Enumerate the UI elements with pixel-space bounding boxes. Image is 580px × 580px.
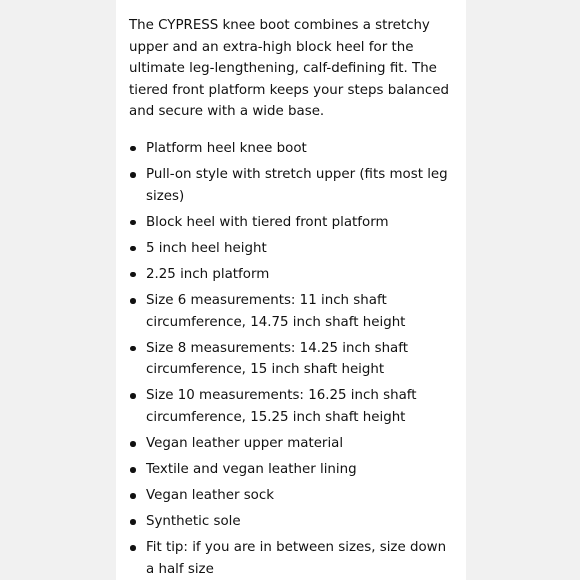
feature-item — [129, 459, 454, 481]
feature-item — [129, 385, 454, 428]
feature-text: Fit tip: if you are in between sizes, size down a half size — [146, 540, 447, 578]
feature-item — [129, 433, 454, 455]
feature-text: Vegan leather sock — [146, 488, 274, 504]
feature-item — [129, 264, 454, 286]
feature-item — [129, 238, 454, 260]
feature-text: Textile and vegan leather lining — [146, 462, 357, 478]
feature-item — [129, 537, 454, 580]
bullet-icon — [130, 441, 136, 447]
feature-text: Size 10 measurements: 16.25 inch shaft circumference, 15.25 inch shaft height — [146, 388, 417, 425]
feature-item — [129, 338, 454, 381]
description-intro: The CYPRESS knee boot combines a stretchy upper and an extra-high block heel for the ultimate leg-lengthening, calf-defining fit. The tiered front platform keeps your steps balanced and secure with a wide base. — [129, 18, 449, 120]
bullet-icon — [130, 246, 136, 252]
feature-item — [129, 138, 454, 160]
bullet-icon — [130, 298, 136, 304]
bullet-icon — [130, 172, 136, 178]
bullet-icon — [130, 493, 136, 499]
feature-list — [129, 138, 454, 580]
feature-text: Size 8 measurements: 14.25 inch shaft circumference, 15 inch shaft height — [146, 340, 408, 378]
feature-text: Pull-on style with stretch upper (fits most leg sizes) — [146, 167, 448, 204]
feature-item — [129, 212, 454, 234]
feature-item — [129, 485, 454, 507]
bullet-icon — [130, 393, 136, 399]
bullet-icon — [130, 146, 136, 152]
bullet-icon — [130, 467, 136, 473]
product-description-card — [116, 0, 466, 580]
feature-item — [129, 511, 454, 533]
feature-text: Block heel with tiered front platform — [146, 214, 389, 230]
bullet-icon — [130, 519, 136, 525]
feature-text: 5 inch heel height — [146, 240, 267, 256]
feature-item — [129, 290, 454, 333]
bullet-icon — [130, 220, 136, 226]
feature-text: Size 6 measurements: 11 inch shaft circumference, 14.75 inch shaft height — [146, 293, 406, 330]
feature-item — [129, 164, 454, 207]
feature-text: Vegan leather upper material — [146, 436, 344, 452]
feature-text: Platform heel knee boot — [146, 140, 307, 156]
bullet-icon — [130, 545, 136, 551]
feature-text: Synthetic sole — [146, 514, 241, 530]
product-description — [129, 15, 454, 580]
bullet-icon — [130, 272, 136, 278]
bullet-icon — [130, 346, 136, 352]
feature-text: 2.25 inch platform — [146, 266, 270, 282]
